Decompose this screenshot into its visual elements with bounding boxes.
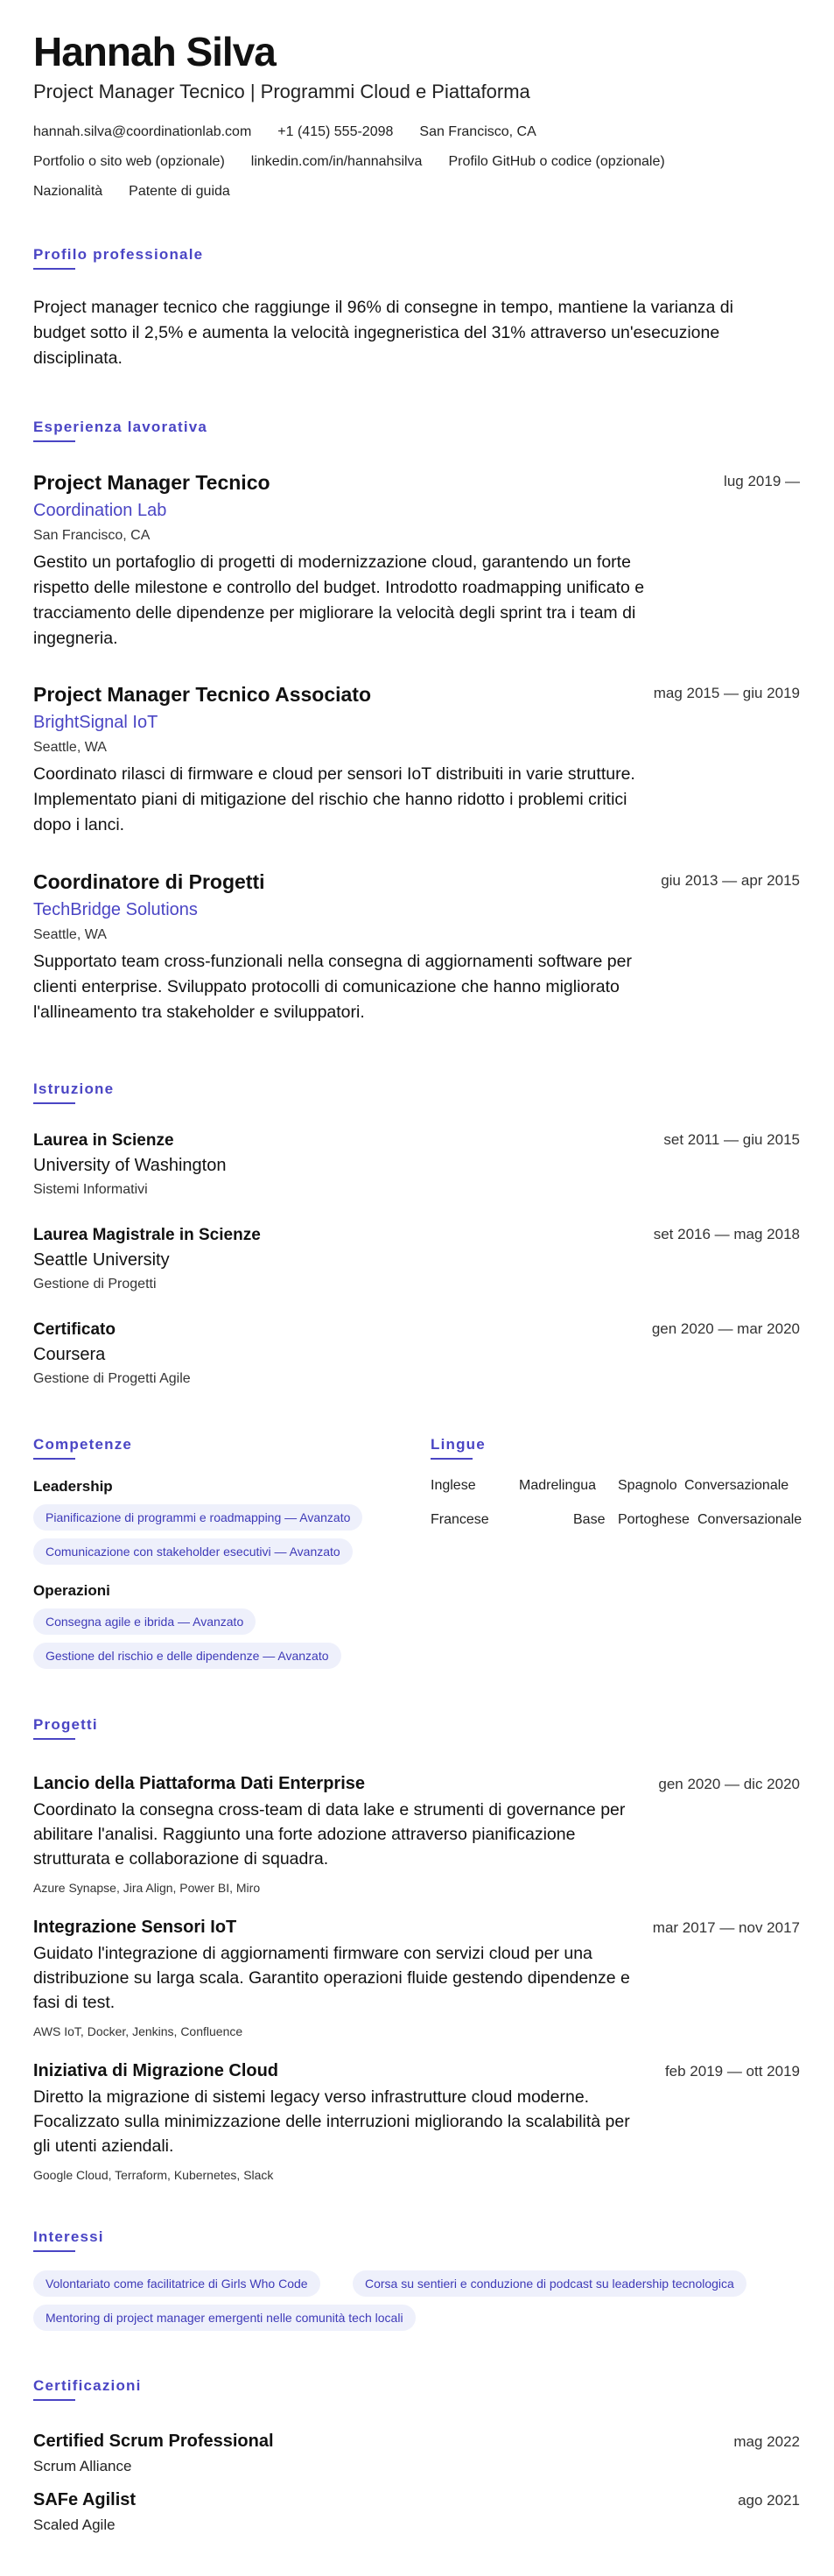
section-rule (33, 1102, 75, 1104)
job-location: Seattle, WA (33, 927, 107, 942)
certification-name: SAFe Agilist (33, 2490, 137, 2509)
language-name: Inglese (431, 1478, 476, 1493)
education-dates: set 2011 — giu 2015 (663, 1131, 800, 1148)
job-location: Seattle, WA (33, 740, 107, 755)
candidate-headline: Project Manager Tecnico | Programmi Cloud e Piattaforma (33, 81, 530, 102)
language-name: Spagnolo (618, 1478, 677, 1493)
education-field: Sistemi Informativi (33, 1182, 148, 1197)
job-company: Coordination Lab (33, 501, 167, 520)
section-rule (33, 440, 75, 442)
section-title-skills: Competenze (33, 1436, 133, 1453)
section-rule (33, 2250, 75, 2252)
job-location: San Francisco, CA (33, 528, 151, 543)
language-name: Francese (431, 1512, 489, 1527)
job-title: Coordinatore di Progetti (33, 870, 265, 893)
section-rule (33, 1738, 75, 1740)
section-title-education: Istruzione (33, 1080, 115, 1097)
project-name: Iniziativa di Migrazione Cloud (33, 2061, 279, 2080)
interest-tag: Mentoring di project manager emergenti nelle comunità tech locali (33, 2305, 416, 2331)
candidate-name: Hannah Silva (33, 29, 276, 74)
contact-email[interactable]: hannah.silva@coordinationlab.com (33, 124, 252, 139)
skill-tag: Consegna agile e ibrida — Avanzato (33, 1608, 256, 1635)
job-company: BrightSignal IoT (33, 713, 158, 732)
section-title-profile: Profilo professionale (33, 246, 204, 263)
section-title-projects: Progetti (33, 1716, 98, 1733)
project-description: Coordinato la consegna cross-team di data lake e strumenti di governance per abilitare l'analisi. Raggiunto una forte adozione attraverso pianificazione strutturata e collaborazione di squadra. (33, 1800, 626, 1869)
section-title-languages: Lingue (431, 1436, 486, 1453)
certification-date: ago 2021 (738, 2492, 800, 2509)
project-dates: mar 2017 — nov 2017 (652, 1919, 800, 1936)
contact-portfolio[interactable]: Portfolio o sito web (opzionale) (33, 154, 225, 169)
contact-location: San Francisco, CA (419, 124, 536, 139)
job-title: Project Manager Tecnico (33, 471, 270, 494)
project-name: Integrazione Sensori IoT (33, 1918, 237, 1937)
job-description: Coordinato rilasci di firmware e cloud per sensori IoT distribuiti in varie strutture. Implementato piani di mitigazione del rischio che hanno ridotto i problemi critici dopo i lanci. (33, 764, 635, 834)
section-rule (431, 1458, 473, 1460)
language-level: Base (573, 1512, 606, 1527)
education-degree: Laurea Magistrale in Scienze (33, 1226, 261, 1244)
skill-tag: Pianificazione di programmi e roadmapping — Avanzato (33, 1504, 362, 1531)
contact-phone[interactable]: +1 (415) 555-2098 (277, 124, 394, 139)
section-rule (33, 2399, 75, 2401)
certification-issuer: Scrum Alliance (33, 2458, 132, 2474)
contact-github[interactable]: Profilo GitHub o codice (opzionale) (448, 154, 665, 169)
skill-group-label: Leadership (33, 1478, 113, 1495)
education-school: University of Washington (33, 1156, 227, 1175)
contact-license: Patente di guida (129, 184, 230, 199)
contact-nationality: Nazionalità (33, 184, 103, 199)
certification-issuer: Scaled Agile (33, 2516, 116, 2533)
project-tech: Google Cloud, Terraform, Kubernetes, Slack (33, 2168, 274, 2182)
links-row (33, 154, 665, 170)
education-dates: set 2016 — mag 2018 (653, 1226, 800, 1242)
education-field: Gestione di Progetti Agile (33, 1371, 191, 1386)
project-dates: gen 2020 — dic 2020 (658, 1776, 800, 1792)
language-level: Madrelingua (519, 1478, 597, 1493)
job-company: TechBridge Solutions (33, 900, 198, 919)
skill-tag: Gestione del rischio e delle dipendenze — Avanzato (33, 1643, 341, 1669)
education-degree: Laurea in Scienze (33, 1131, 174, 1150)
skill-tag: Comunicazione con stakeholder esecutivi — Avanzato (33, 1538, 353, 1565)
education-degree: Certificato (33, 1320, 116, 1339)
project-description: Diretto la migrazione di sistemi legacy verso infrastrutture cloud moderne. Focalizzato sulla minimizzazione delle interruzioni migliorando la scalabilità per gli utenti aziendali. (33, 2087, 630, 2156)
section-title-certifications: Certificazioni (33, 2377, 142, 2394)
section-rule (33, 268, 75, 270)
language-name: Portoghese (618, 1512, 690, 1527)
personal-row (33, 184, 230, 200)
education-field: Gestione di Progetti (33, 1277, 157, 1292)
job-dates: mag 2015 — giu 2019 (653, 685, 800, 701)
project-description: Guidato l'integrazione di aggiornamenti firmware con servizi cloud per una distribuzione su larga scala. Garantito operazioni fluide gestendo dipendenze e fasi di test. (33, 1944, 630, 2012)
interest-tag: Corsa su sentieri e conduzione di podcast su leadership tecnologica (353, 2270, 746, 2297)
contact-row (33, 124, 536, 140)
education-school: Coursera (33, 1345, 106, 1364)
language-level: Conversazionale (684, 1478, 789, 1493)
section-title-interests: Interessi (33, 2228, 104, 2245)
certification-date: mag 2022 (733, 2433, 800, 2450)
skill-group-label: Operazioni (33, 1582, 110, 1599)
education-dates: gen 2020 — mar 2020 (651, 1320, 800, 1337)
section-rule (33, 1458, 75, 1460)
section-title-experience: Esperienza lavorativa (33, 419, 208, 435)
job-description: Supportato team cross-funzionali nella consegna di aggiornamenti software per clienti enterprise. Sviluppato protocolli di comunicazione che hanno migliorato l'allineamento tra stakeholder e sviluppatori. (33, 952, 632, 1022)
language-level: Conversazionale (697, 1512, 802, 1527)
profile-summary: Project manager tecnico che raggiunge il 96% di consegne in tempo, mantiene la varianza di budget sotto il 2,5% e aumenta la velocità ingegneristica del 31% attraverso un'esecuzione disciplinata. (33, 298, 733, 368)
interest-tag: Volontariato come facilitatrice di Girls Who Code (33, 2270, 320, 2297)
job-title: Project Manager Tecnico Associato (33, 683, 372, 706)
project-dates: feb 2019 — ott 2019 (664, 2063, 800, 2080)
education-school: Seattle University (33, 1250, 170, 1270)
job-dates: lug 2019 — (724, 473, 800, 489)
job-dates: giu 2013 — apr 2015 (661, 872, 800, 889)
project-name: Lancio della Piattaforma Dati Enterprise (33, 1774, 365, 1793)
project-tech: AWS IoT, Docker, Jenkins, Confluence (33, 2024, 243, 2038)
certification-name: Certified Scrum Professional (33, 2432, 274, 2451)
contact-linkedin[interactable]: linkedin.com/in/hannahsilva (250, 154, 423, 169)
job-description: Gestito un portafoglio di progetti di modernizzazione cloud, garantendo un forte rispetto delle milestone e controllo del budget. Introdotto roadmapping unificato e tracciamento delle dipendenze per migliorare la velocità degli sprint tra i team di ingegneria. (33, 553, 645, 648)
project-tech: Azure Synapse, Jira Align, Power BI, Miro (33, 1881, 261, 1895)
